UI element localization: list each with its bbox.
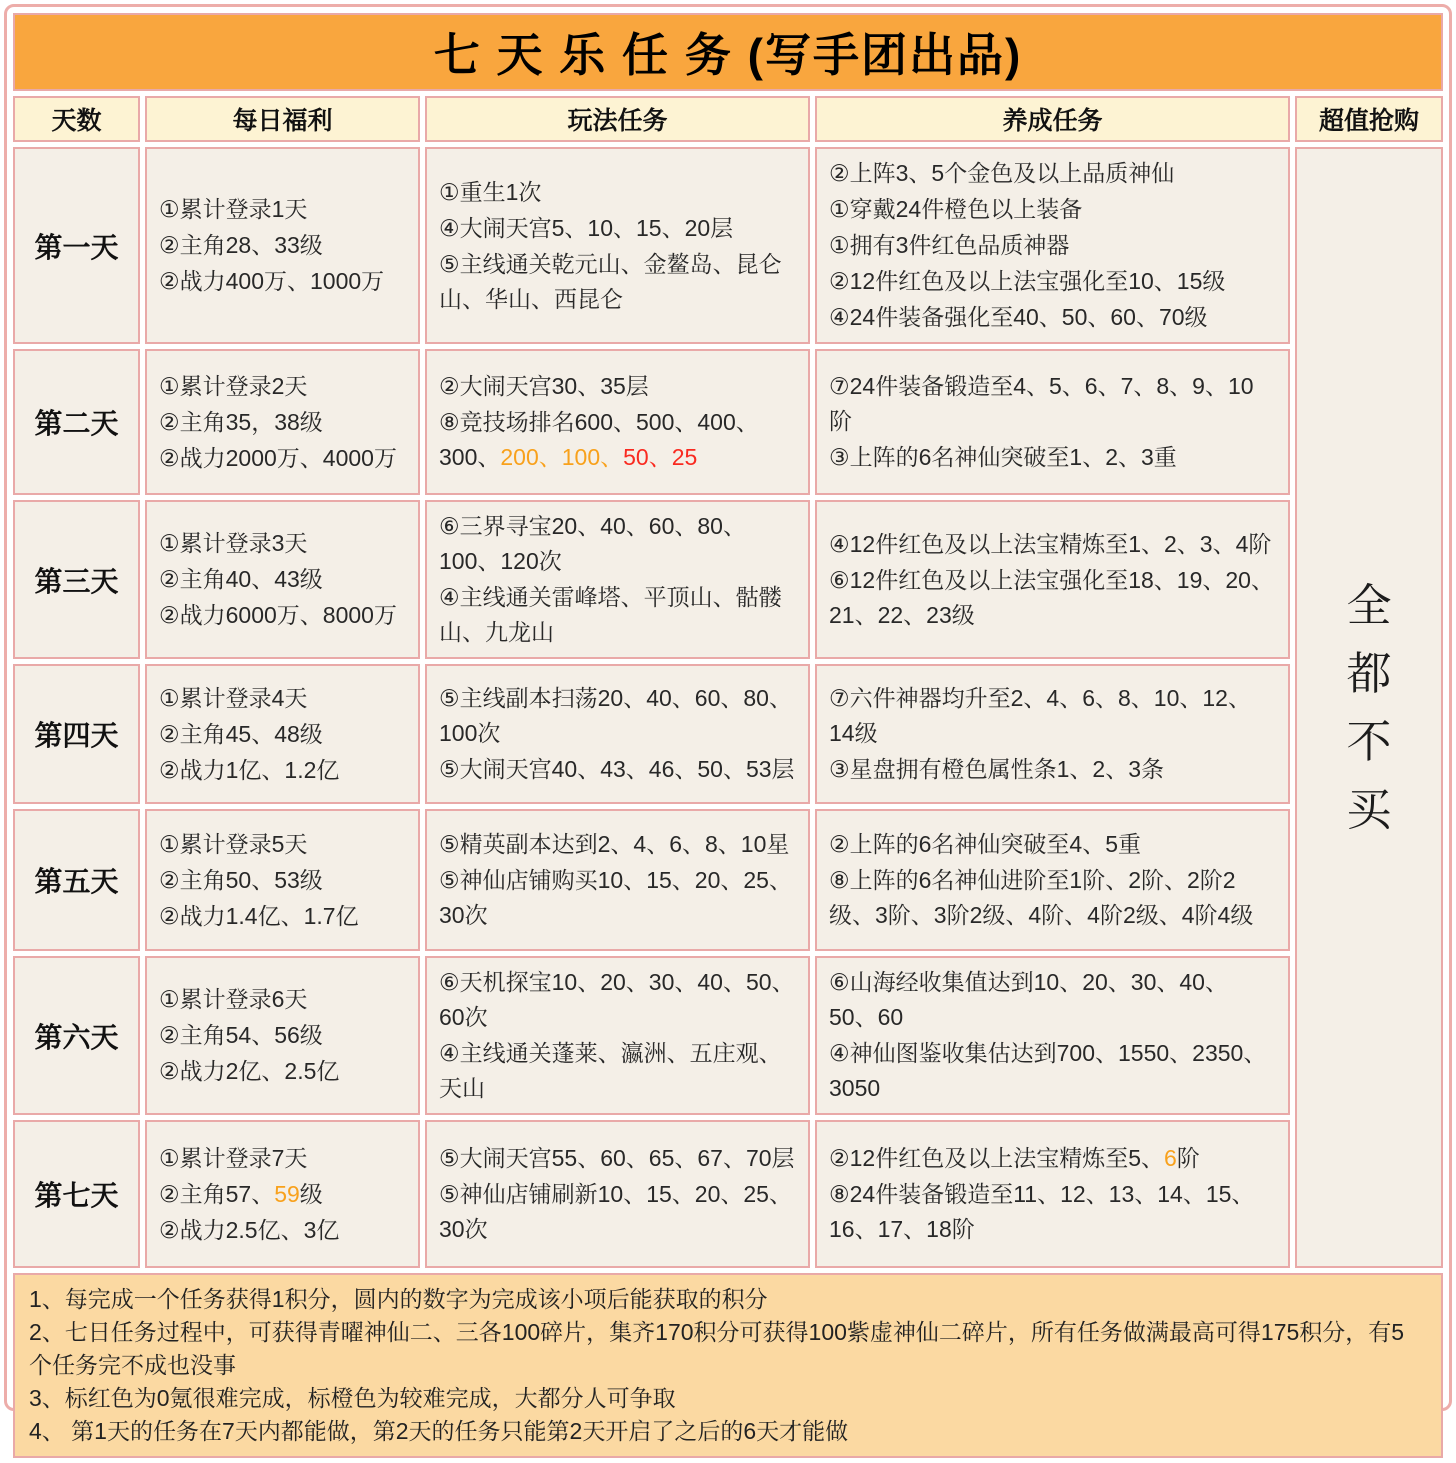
note-line: 1、每完成一个任务获得1积分，圆内的数字为完成该小项后能获取的积分 [29,1286,768,1312]
page-title: 七 天 乐 任 务 (写手团出品) [13,13,1443,91]
daily-welfare-cell [145,349,420,495]
gameplay-task-line: ⑥三界寻宝20、40、60、80、100、120次 [439,513,746,574]
text-segment: 阶 [1176,1145,1200,1171]
gameplay-task-line: ⑤大闹天宫55、60、65、67、70层 [439,1145,795,1171]
welfare-task-line: ①累计登录4天 [159,684,308,711]
gameplay-task-line: ①重生1次 [439,178,542,205]
welfare-task-line: ②战力1.4亿、1.7亿 [159,902,359,929]
welfare-task-line [159,1177,406,1212]
gameplay-task-line: ⑤主线副本扫荡20、40、60、80、100次 [439,685,792,746]
gameplay-task-line: ④主线通关蓬莱、瀛洲、五庄观、天山 [439,1040,782,1101]
daily-welfare-cell [145,147,420,344]
buy-text-char: 都 [1346,647,1392,699]
day-label-cell: 第五天 [13,809,140,951]
welfare-task-line: ②战力6000万、8000万 [159,602,397,628]
welfare-task-line: ①累计登录1天 [159,196,308,222]
development-task-cell [815,956,1290,1115]
development-task-line: ①拥有3件红色品质神器 [829,232,1070,258]
development-task-line: ⑧24件装备锻造至11、12、13、14、15、16、17、18阶 [829,1181,1255,1242]
footer-row [13,1273,1443,1458]
header-row [13,96,1443,142]
daily-welfare-cell [145,1120,420,1268]
text-segment: ⑧竞技场排名600、500、400、300、 [439,409,759,470]
welfare-task-line: ①累计登录7天 [159,1144,308,1171]
development-task-line: ⑦六件神器均升至2、4、6、8、10、12、14级 [829,685,1251,746]
gameplay-task-cell [425,664,810,804]
development-task-line: ②上阵3、5个金色及以上品质神仙 [829,160,1175,186]
development-task-line: ⑧上阵的6名神仙进阶至1阶、2阶、2阶2级、3阶、3阶2级、4阶、4阶2级、4阶4级 [829,867,1254,928]
gameplay-task-line: ⑥天机探宝10、20、30、40、50、60次 [439,969,795,1030]
development-task-cell [815,349,1290,495]
welfare-task-line: ①累计登录6天 [159,986,308,1012]
gameplay-task-line [439,405,796,475]
welfare-task-line: ②战力2.5亿、3亿 [159,1216,340,1243]
gameplay-task-line: ②大闹天宫30、35层 [439,373,649,399]
development-task-line: ①穿戴24件橙色以上装备 [829,196,1083,222]
welfare-task-line: ②主角35，38级 [159,408,323,435]
gameplay-task-line: ④大闹天宫5、10、15、20层 [439,214,734,241]
highlight-orange-text: 200、100、 [500,444,624,470]
buy-text-char: 不 [1346,715,1392,767]
development-task-line: ⑦24件装备锻造至4、5、6、7、8、9、10阶 [829,373,1254,434]
development-task-line: ②12件红色及以上法宝强化至10、15级 [829,268,1226,294]
gameplay-task-line: ④主线通关雷峰塔、平顶山、骷髅山、九龙山 [439,584,782,645]
welfare-task-line: ②战力1亿、1.2亿 [159,756,340,783]
day-label-cell: 第一天 [13,147,140,344]
development-task-line: ④神仙图鉴收集估达到700、1550、2350、3050 [829,1040,1267,1101]
development-task-line: ⑥12件红色及以上法宝强化至18、19、20、21、22、23级 [829,566,1274,628]
gameplay-task-line: ⑤神仙店铺购买10、15、20、25、30次 [439,867,792,928]
development-task-cell [815,500,1290,659]
highlight-orange-text: 59 [274,1180,300,1207]
development-task-line: ④24件装备强化至40、50、60、70级 [829,304,1208,330]
col-header-gameplay-tasks: 玩法任务 [425,96,810,142]
day-row [13,956,1443,1115]
day-row [13,809,1443,951]
task-table [8,8,1448,1463]
day-row [13,349,1443,495]
highlight-orange-text: 6 [1164,1145,1177,1171]
development-task-cell [815,147,1290,344]
title-row [13,13,1443,91]
welfare-task-line: ①累计登录5天 [159,830,308,857]
development-task-cell [815,1120,1290,1268]
daily-welfare-cell [145,809,420,951]
gameplay-task-cell [425,147,810,344]
day-label-cell: 第三天 [13,500,140,659]
text-segment: 级 [299,1180,323,1207]
development-task-line [829,1141,1276,1176]
buy-text-char: 买 [1346,783,1392,835]
development-task-cell [815,809,1290,951]
gameplay-task-line: ⑤大闹天宫40、43、46、50、53层 [439,756,795,782]
welfare-task-line: ②战力2亿、2.5亿 [159,1058,340,1084]
welfare-task-line: ②战力2000万、4000万 [159,444,397,471]
development-task-line: ③上阵的6名神仙突破至1、2、3重 [829,444,1177,470]
welfare-task-line: ②战力400万、1000万 [159,268,385,294]
text-segment: ②主角57、 [159,1180,275,1207]
welfare-task-line: ②主角50、53级 [159,866,323,893]
col-header-development-tasks: 养成任务 [815,96,1290,142]
text-segment: ②12件红色及以上法宝精炼至5、 [829,1145,1164,1171]
development-task-line: ④12件红色及以上法宝精炼至1、2、3、4阶 [829,530,1272,557]
notes-footer [13,1273,1443,1458]
note-line: 2、七日任务过程中，可获得青曜神仙二、三各100碎片，集齐170积分可获得100紫虚神仙二碎片，所有任务做满最高可得175积分，有5个任务完不成也没事 [29,1319,1405,1378]
daily-welfare-cell [145,664,420,804]
welfare-task-line: ①累计登录3天 [159,530,308,556]
gameplay-task-cell [425,1120,810,1268]
gameplay-task-cell [425,809,810,951]
day-row [13,1120,1443,1268]
gameplay-task-line: ⑤主线通关乾元山、金鳌岛、昆仑山、华山、西昆仑 [439,250,782,312]
development-task-line: ②上阵的6名神仙突破至4、5重 [829,831,1141,857]
value-purchase-cell [1295,147,1443,1268]
day-label-cell: 第二天 [13,349,140,495]
day-label-cell: 第七天 [13,1120,140,1268]
col-header-daily-welfare: 每日福利 [145,96,420,142]
development-task-line: ⑥山海经收集值达到10、20、30、40、50、60 [829,969,1228,1030]
day-row [13,664,1443,804]
development-task-cell [815,664,1290,804]
day-row [13,147,1443,344]
seven-day-task-sheet [4,4,1452,1444]
gameplay-task-cell [425,349,810,495]
buy-text-char: 全 [1346,579,1392,631]
col-header-days: 天数 [13,96,140,142]
gameplay-task-line: ⑤神仙店铺刷新10、15、20、25、30次 [439,1181,792,1242]
gameplay-task-cell [425,956,810,1115]
development-task-line: ③星盘拥有橙色属性条1、2、3条 [829,756,1164,782]
welfare-task-line: ②主角54、56级 [159,1022,323,1048]
gameplay-task-cell [425,500,810,659]
day-label-cell: 第四天 [13,664,140,804]
gameplay-task-line: ⑤精英副本达到2、4、6、8、10星 [439,831,790,857]
welfare-task-line: ①累计登录2天 [159,372,308,399]
day-label-cell: 第六天 [13,956,140,1115]
note-line: 3、标红色为0氪很难完成，标橙色为较难完成，大都分人可争取 [29,1385,676,1411]
welfare-task-line: ②主角28、33级 [159,232,323,258]
daily-welfare-cell [145,500,420,659]
welfare-task-line: ②主角40、43级 [159,566,323,592]
welfare-task-line: ②主角45、48级 [159,720,323,747]
buy-vertical-text [1346,572,1391,844]
col-header-value-purchase: 超值抢购 [1295,96,1443,142]
highlight-red-text: 50、25 [623,444,698,470]
day-row [13,500,1443,659]
note-line: 4、 第1天的任务在7天内都能做，第2天的任务只能第2天开启了之后的6天才能做 [29,1418,849,1444]
daily-welfare-cell [145,956,420,1115]
